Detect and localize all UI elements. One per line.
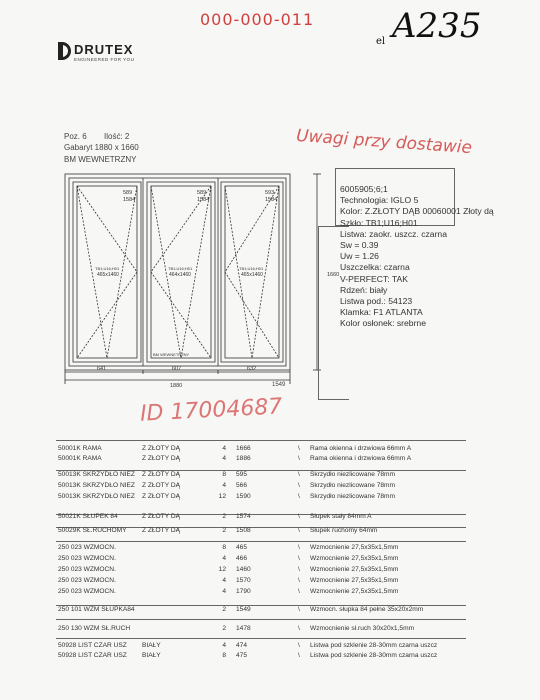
logo-brand: DRUTEX — [74, 42, 134, 57]
handwritten-code: A235 — [392, 6, 482, 46]
part-description: Słupek stały 84mm A — [310, 513, 372, 520]
handwritten-number: 000-000-011 — [200, 10, 315, 29]
part-description: Słupek ruchomy 64mm — [310, 527, 378, 534]
part-qty: 2 — [222, 527, 226, 534]
part-code: 250 101 WZM SŁUPKA84 — [58, 606, 135, 613]
part-code: 50928 LIST CZAR USZ — [58, 652, 127, 659]
sash-1-glass-size: 465x1460 — [97, 272, 119, 278]
part-qty: 4 — [222, 445, 226, 452]
part-length: 474 — [236, 642, 248, 649]
part-qty: 4 — [222, 482, 226, 489]
part-color: Z ZŁOTY DĄ — [142, 471, 180, 478]
table-row — [58, 652, 468, 662]
sash-2-glass-label: TB1;U16;H01 — [168, 266, 193, 271]
spec-line: Kolor osłonek: srebrne — [340, 318, 426, 329]
row-separator: \ — [298, 527, 300, 534]
part-length: 1886 — [236, 455, 251, 462]
part-code: 50928 LIST CZAR USZ — [58, 642, 127, 649]
window-drawing — [55, 170, 355, 388]
part-color: Z ZŁOTY DĄ — [142, 455, 180, 462]
part-color: Z ZŁOTY DĄ — [142, 445, 180, 452]
row-separator: \ — [298, 445, 300, 452]
position-label: Poz. 6 — [64, 132, 87, 141]
part-qty: 2 — [222, 625, 226, 632]
row-separator: \ — [298, 642, 300, 649]
part-color: Z ZŁOTY DĄ — [142, 513, 180, 520]
part-code: 50001K RAMA — [58, 445, 102, 452]
part-length: 1790 — [236, 588, 251, 595]
part-length: 1460 — [236, 566, 251, 573]
part-description: Listwa pod szklenie 28-30mm czarna uszcz — [310, 642, 438, 649]
spec-line: V-PERFECT: TAK — [340, 273, 408, 284]
table-row — [58, 455, 468, 465]
table-row — [58, 606, 468, 616]
sash-2-width: 589 — [197, 190, 207, 196]
table-row — [58, 513, 468, 523]
table-row — [58, 588, 468, 598]
sash-3-width: 593 — [265, 190, 275, 196]
row-separator: \ — [298, 455, 300, 462]
table-group-rule — [56, 619, 466, 620]
table-group-rule — [56, 541, 466, 542]
spec-line: Szkło: TB1;U16;H01 — [340, 217, 418, 228]
sash-1-glass-label: TB1;U16;H01 — [95, 266, 120, 271]
part-description: Wzmocnienie 27,5x35x1,5mm — [310, 577, 399, 584]
row-separator: \ — [298, 577, 300, 584]
part-color: BIAŁY — [142, 652, 161, 659]
part-description: Wzmocnienie 27,5x35x1,5mm — [310, 544, 399, 551]
spec-line: 6005905;6;1 — [340, 184, 388, 194]
part-length: 1570 — [236, 577, 251, 584]
part-qty: 2 — [222, 513, 226, 520]
handwritten-signature: Uwagi przy dostawie — [295, 125, 473, 159]
part-code: 250 023 WZMOCN. — [58, 577, 116, 584]
sash-2-height: 1584 — [197, 197, 210, 203]
handwritten-id: ID 17004687 — [139, 394, 283, 427]
table-row — [58, 642, 468, 652]
left-height-dim: 1549 — [272, 382, 286, 388]
row-separator: \ — [298, 566, 300, 573]
part-qty: 4 — [222, 577, 226, 584]
part-qty: 2 — [222, 606, 226, 613]
part-color: Z ZŁOTY DĄ — [142, 527, 180, 534]
part-length: 566 — [236, 482, 248, 489]
sash-1-height: 1584 — [123, 197, 136, 203]
spec-line: Rdzeń: biały — [340, 284, 388, 295]
part-length: 1549 — [236, 606, 251, 613]
spec-line: Uw = 1.26 — [340, 251, 379, 262]
logo-tagline: ENGINEERED FOR YOU — [74, 57, 135, 62]
row-separator: \ — [298, 588, 300, 595]
row-separator: \ — [298, 606, 300, 613]
table-row — [58, 577, 468, 587]
row-separator: \ — [298, 471, 300, 478]
sash-3-glass-label: TB1;U16;H01 — [239, 266, 264, 271]
spec-line: Listwa pod.: 54123 — [340, 296, 413, 307]
table-row — [58, 445, 468, 455]
row-separator: \ — [298, 555, 300, 562]
sash-2-glass-size: 464x1460 — [169, 272, 191, 278]
row-separator: \ — [298, 544, 300, 551]
part-description: Wzmocnienie 27,5x35x1,5mm — [310, 588, 399, 595]
table-top-rule — [56, 440, 466, 441]
spec-line: Uszczelka: czarna — [340, 262, 410, 273]
part-qty: 4 — [222, 642, 226, 649]
row-separator: \ — [298, 513, 300, 520]
spec-box-lower — [318, 226, 349, 400]
part-length: 466 — [236, 555, 248, 562]
part-description: Rama okienna i drzwiowa 66mm A — [310, 455, 412, 462]
sash-note: BM WEWNETRZNY — [153, 352, 190, 357]
table-row — [58, 471, 468, 481]
part-qty: 8 — [222, 652, 226, 659]
table-group-rule — [56, 638, 466, 639]
part-code: 50001K RAMA — [58, 455, 102, 462]
part-qty: 12 — [218, 566, 226, 573]
total-width: 1880 — [170, 383, 183, 388]
part-qty: 8 — [222, 471, 226, 478]
table-row — [58, 566, 468, 576]
part-description: Listwa pod szklenie 28-30mm czarna uszcz — [310, 652, 438, 659]
drutex-logo-icon — [58, 42, 71, 60]
part-qty: 4 — [222, 455, 226, 462]
sash-3-height: 1584 — [265, 197, 278, 203]
spec-line: Listwa: zaokr. uszcz. czarna — [340, 228, 447, 239]
row-separator: \ — [298, 482, 300, 489]
part-color: Z ZŁOTY DĄ — [142, 482, 180, 489]
sash-3-glass-size: 465x1460 — [241, 272, 263, 278]
part-length: 595 — [236, 471, 248, 478]
part-qty: 12 — [218, 493, 226, 500]
part-code: 50013K SKRZYDŁO NIEZ — [58, 471, 135, 478]
part-length: 465 — [236, 544, 248, 551]
part-code: 250 130 WZM SŁ.RUCH — [58, 625, 131, 632]
part-length: 1478 — [236, 625, 251, 632]
spec-line: Technologia: IGLO 5 — [340, 195, 419, 206]
part-qty: 8 — [222, 544, 226, 551]
table-row — [58, 625, 468, 635]
part-code: 250 023 WZMOCN. — [58, 544, 116, 551]
part-qty: 4 — [222, 588, 226, 595]
part-code: 250 023 WZMOCN. — [58, 588, 116, 595]
table-row — [58, 493, 468, 503]
part-description: Skrzydło niezlicowane 78mm — [310, 482, 396, 489]
part-code: 50013K SKRZYDŁO NIEZ — [58, 493, 135, 500]
table-row — [58, 482, 468, 492]
total-height: 1660 — [327, 272, 340, 278]
row-separator: \ — [298, 652, 300, 659]
row-separator: \ — [298, 493, 300, 500]
gabaryt-label: Gabaryt 1880 x 1660 — [64, 143, 139, 152]
bottom-dim-1: 641 — [97, 366, 107, 372]
part-description: Wzmocnienie 27,5x35x1,5mm — [310, 566, 399, 573]
part-description: Wzmocnienie sł.ruch 30x20x1,5mm — [310, 625, 415, 632]
color-spec-label: BM WEWNETRZNY — [64, 155, 137, 164]
part-length: 1508 — [236, 527, 251, 534]
part-description: Skrzydło niezlicowane 78mm — [310, 493, 396, 500]
part-code: 250 023 WZMOCN. — [58, 566, 116, 573]
sash-1-width: 589 — [123, 190, 133, 196]
part-length: 1574 — [236, 513, 251, 520]
table-row — [58, 527, 468, 537]
bottom-dim-2: 607 — [172, 366, 182, 372]
part-description: Wzmocnienie 27,5x35x1,5mm — [310, 555, 399, 562]
part-code: 50021K SŁUPEK 84 — [58, 513, 118, 520]
part-code: 50029K SŁ.RUCHOMY — [58, 527, 127, 534]
part-description: Wzmocn. słupka 84 pełne 35x20x2mm — [310, 606, 424, 613]
table-row — [58, 544, 468, 554]
part-length: 475 — [236, 652, 248, 659]
spec-line: Kolor: Z.ZŁOTY DĄB 00060001 Złoty dą — [340, 206, 494, 217]
part-description: Rama okienna i drzwiowa 66mm A — [310, 445, 412, 452]
spec-line: Klamka: F1 ATLANTA — [340, 307, 423, 318]
quantity-label: Ilość: 2 — [104, 132, 130, 141]
part-qty: 4 — [222, 555, 226, 562]
table-row — [58, 555, 468, 565]
handwritten-small-mark: el — [376, 36, 386, 47]
part-length: 1590 — [236, 493, 251, 500]
part-length: 1666 — [236, 445, 251, 452]
part-color: BIAŁY — [142, 642, 161, 649]
spec-line: Sw = 0.39 — [340, 240, 379, 251]
bottom-dim-3: 632 — [247, 366, 257, 372]
row-separator: \ — [298, 625, 300, 632]
part-color: Z ZŁOTY DĄ — [142, 493, 180, 500]
spec-list — [340, 184, 494, 330]
part-description: Skrzydło niezlicowane 78mm — [310, 471, 396, 478]
part-code: 250 023 WZMOCN. — [58, 555, 116, 562]
part-code: 50013K SKRZYDŁO NIEZ — [58, 482, 135, 489]
